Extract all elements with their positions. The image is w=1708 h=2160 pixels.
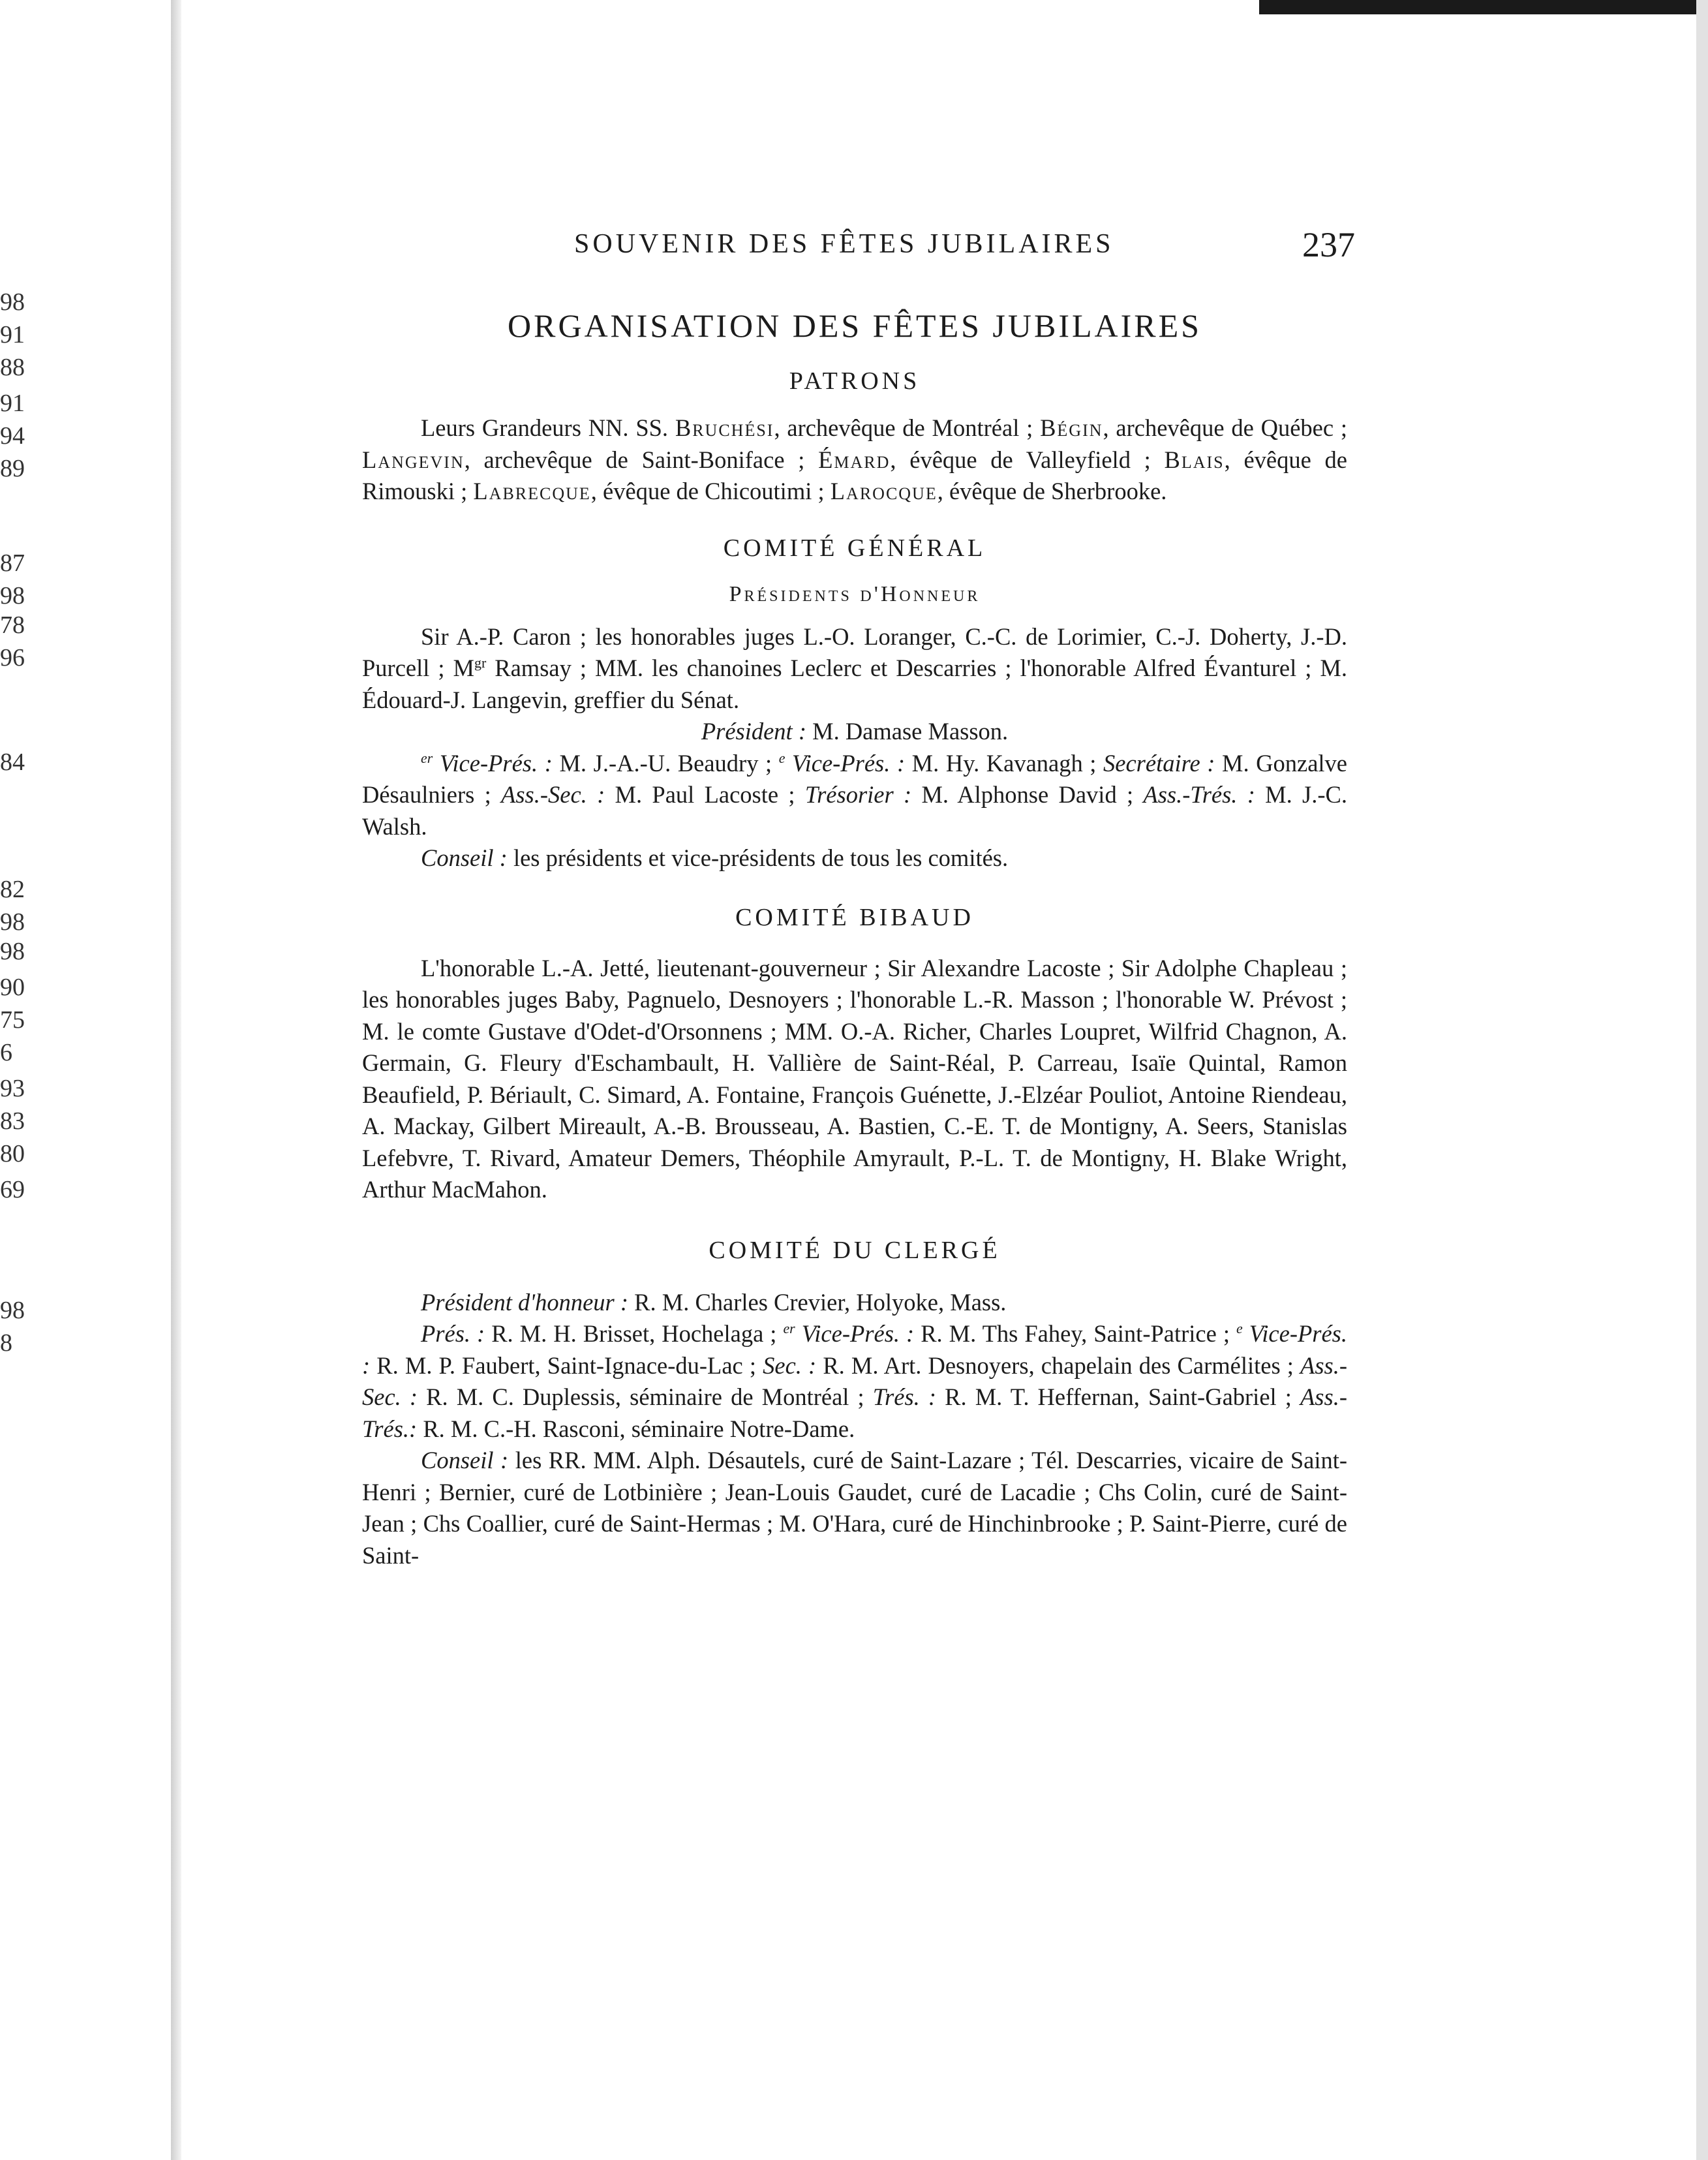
margin-number: 75: [0, 1006, 25, 1034]
name: Larocque: [830, 478, 938, 504]
margin-number: 98: [0, 938, 25, 965]
heading-patrons: PATRONS: [789, 367, 921, 395]
label: Prés. :: [421, 1320, 485, 1347]
text: , archevêque de Montréal ;: [774, 414, 1041, 441]
margin-number: 98: [0, 908, 25, 936]
heading-comite-bibaud: COMITÉ BIBAUD: [735, 903, 974, 931]
comite-bibaud-paragraph: L'honorable L.-A. Jetté, lieutenant-gouverneur ; Sir Alexandre Lacoste ; Sir Adolphe Chapleau ; les honorables juges Baby, Pagnuelo, Desnoyers ; l'honorable L.-R. Masson ; l'honorable W. Prévost ; M. le comte Gustave d'Odet-d'Orsonnens ; MM. O.-A. Richer, Charles Loupret, Wilfrid Chagnon, A. Germain, G. Fleury d'Eschambault, H. Vallière de Saint-Réal, P. Carreau, Isaïe Quintal, Ramon Beaufield, P. Bériault, C. Simard, A. Fontaine, François Guénette, J.-Elzéar Pouliot, Antoine Riendeau, A. Mackay, Gilbert Mireault, A.-B. Brousseau, A. Bastien, C.-E. T. de Montigny, A. Seers, Stanislas Lefebvre, T. Rivard, Amateur Demers, Théophile Amyrault, P.-L. T. de Montigny, H. Blake Wright, Arthur MacMahon.: [362, 954, 1347, 1203]
name: Bégin: [1040, 414, 1103, 441]
text: M. Gonzalve Désaulniers ;: [362, 749, 1347, 808]
text: R. M. Art. Desnoyers, chapelain des Carmélites ;: [816, 1351, 1301, 1379]
label: Vice-Prés. :: [433, 749, 553, 777]
superscript: gr: [474, 654, 487, 671]
running-head-title: SOUVENIR DES FÊTES JUBILAIRES: [574, 229, 1114, 259]
margin-number: 82: [0, 876, 25, 903]
margin-number: 84: [0, 748, 25, 776]
name: Blais: [1164, 446, 1225, 473]
margin-number: 91: [0, 390, 25, 417]
running-head: [362, 225, 1355, 281]
margin-number: 93: [0, 1075, 25, 1102]
margin-number: 69: [0, 1176, 25, 1203]
text: R. M. C. Duplessis, séminaire de Montréal ;: [418, 1383, 873, 1410]
label: Trésorier :: [804, 781, 912, 808]
text: , archevêque de Québec ;: [1103, 414, 1347, 441]
superscript: e: [1236, 1319, 1243, 1336]
margin-number: 94: [0, 422, 25, 450]
text: M. J.-C. Walsh.: [362, 781, 1347, 840]
label: Ass.-Sec. :: [362, 1351, 1348, 1410]
text: Leurs Grandeurs NN. SS.: [421, 414, 675, 441]
text: les RR. MM. Alph. Désautels, curé de Saint-Lazare ; Tél. Descarries, vicaire de Saint-Henri ; Bernier, curé de Lotbinière ; Jean-Louis Gaudet, curé de Lacadie ; Chs Colin, curé de Saint-Jean ; Chs Coallier, curé de Saint-Hermas ; M. O'Hara, curé de Hinchinbrooke ; P. Saint-Pierre, curé de Saint-: [362, 1447, 1348, 1569]
scan-edge-mark: [1259, 0, 1708, 14]
page-body: [362, 225, 1355, 1571]
text: R. M. T. Heffernan, Saint-Gabriel ;: [936, 1383, 1300, 1410]
label: Ass.-Trés. :: [1143, 781, 1255, 808]
superscript: er: [783, 1319, 795, 1336]
label: Président d'honneur :: [421, 1288, 629, 1316]
text: M. Hy. Kavanagh ;: [905, 749, 1104, 777]
label: Président :: [701, 718, 806, 745]
text: Ramsay ; MM. les chanoines Leclerc et Descarries ; l'honorable Alfred Évanturel ; M. Édouard-J. Langevin, greffier du Sénat.: [362, 655, 1347, 713]
margin-number: 96: [0, 644, 25, 671]
margin-number: 88: [0, 354, 25, 381]
book-gutter: [171, 0, 181, 2160]
text: R. M. H. Brisset, Hochelaga ;: [485, 1320, 784, 1347]
label: Vice-Prés. :: [795, 1320, 915, 1347]
text: les présidents et vice-présidents de tous les comités.: [507, 844, 1009, 871]
text: Sir A.-P. Caron ; les honorables juges L.-O. Loranger, C.-C. de Lorimier, C.-J. Doherty, J.-D. Purcell ; M: [362, 623, 1347, 681]
section-title: ORGANISATION DES FÊTES JUBILAIRES: [508, 307, 1202, 344]
heading-comite-clerge: COMITÉ DU CLERGÉ: [709, 1236, 1001, 1264]
facing-page-margin: [0, 0, 26, 2160]
officers-paragraph: [362, 748, 1347, 843]
text: , évêque de Sherbrooke.: [937, 478, 1167, 504]
label: Vice-Prés. :: [785, 749, 906, 777]
text: R. M. Ths Fahey, Saint-Patrice ;: [914, 1320, 1236, 1347]
label: Conseil :: [421, 844, 508, 871]
label: Ass.-Sec. :: [501, 781, 605, 808]
text: , évêque de Valleyfield ;: [890, 446, 1165, 473]
patrons-paragraph: [362, 412, 1347, 508]
label: Ass.-Trés.:: [362, 1383, 1347, 1442]
margin-number: 98: [0, 1297, 25, 1324]
margin-number: 78: [0, 611, 25, 639]
text: M. J.-A.-U. Beaudry ;: [552, 749, 779, 777]
text: , évêque de Rimouski ;: [362, 446, 1347, 504]
conseil-paragraph: [362, 842, 1347, 874]
name: Bruchési: [675, 414, 774, 441]
text: R. M. Charles Crevier, Holyoke, Mass.: [628, 1288, 1007, 1316]
heading-comite-general: COMITÉ GÉNÉRAL: [723, 534, 986, 562]
text: R. M. P. Faubert, Saint-Ignace-du-Lac ;: [370, 1351, 763, 1379]
presidents-honneur-paragraph: [362, 621, 1347, 717]
name: Langevin: [362, 446, 465, 473]
clerge-officers-paragraph: [362, 1318, 1347, 1445]
text: , évêque de Chicoutimi ;: [590, 478, 831, 504]
margin-number: 83: [0, 1107, 25, 1135]
margin-number: 89: [0, 455, 25, 482]
clerge-conseil-paragraph: [362, 1445, 1347, 1571]
label: Conseil :: [421, 1447, 509, 1473]
margin-number: 98: [0, 582, 25, 609]
subheading-presidents-honneur: Présidents d'Honneur: [729, 581, 981, 606]
margin-number: 90: [0, 974, 25, 1001]
label: Secrétaire :: [1103, 749, 1215, 777]
name: Labrecque: [473, 478, 591, 504]
margin-number: 98: [0, 288, 25, 316]
label: Vice-Prés. :: [362, 1320, 1348, 1379]
label: Trés. :: [872, 1383, 937, 1410]
margin-number: 6: [0, 1039, 12, 1066]
text: M. Damase Masson.: [806, 718, 1009, 745]
superscript: e: [778, 749, 785, 766]
text: , archevêque de Saint-Boniface ;: [464, 446, 819, 473]
margin-number: 87: [0, 549, 25, 577]
margin-number: 91: [0, 321, 25, 348]
president-line: [362, 716, 1347, 748]
page-number: 237: [1302, 225, 1355, 264]
text: M. Alphonse David ;: [911, 781, 1144, 808]
label: Sec. :: [763, 1351, 817, 1379]
superscript: er: [421, 749, 433, 766]
text: M. Paul Lacoste ;: [605, 781, 805, 808]
margin-number: 80: [0, 1140, 25, 1167]
president-honneur-line: [362, 1287, 1347, 1319]
margin-number: 8: [0, 1329, 12, 1357]
name: Émard: [818, 446, 891, 473]
text: R. M. C.-H. Rasconi, séminaire Notre-Dame.: [417, 1415, 855, 1442]
scan-right-edge: [1696, 0, 1708, 2160]
